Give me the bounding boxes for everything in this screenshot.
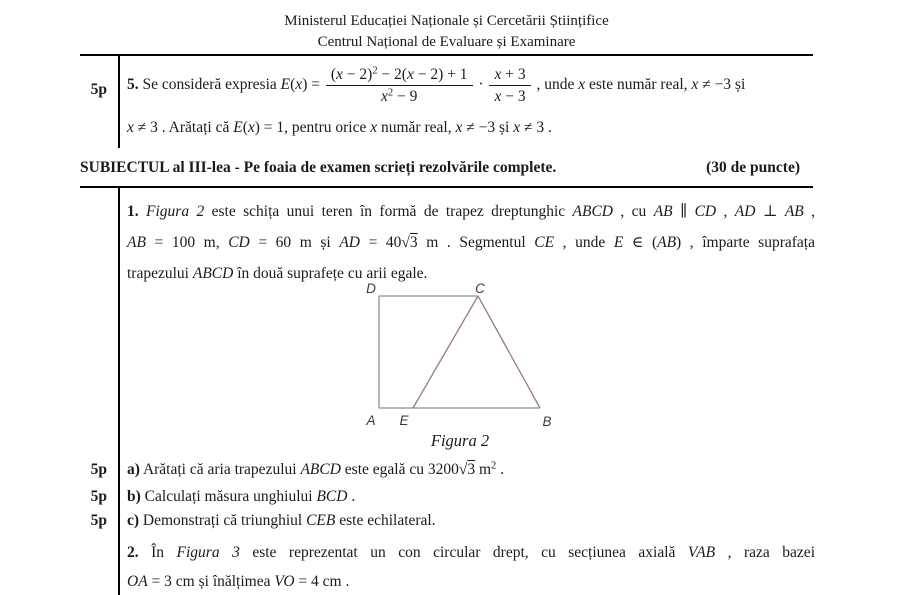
question-c-points-badge: 5p [90,512,107,529]
problem5-points-badge: 5p [90,81,107,98]
figure-label-A: A [366,413,376,428]
problem2-statement [127,538,815,595]
subject3-points-total: (30 de puncte) [706,159,800,176]
figure-2-caption: Figura 2 [430,431,490,450]
problem5-statement-line2: x ≠ 3 . Arătați că E(x) = 1, pentru orice x număr real, x ≠ −3 și x ≠ 3 . [127,119,552,136]
page-header [80,11,813,53]
subject-divider-rule [80,186,813,188]
problem2-line2: OA = 3 cm și înălțimea VO = 4 cm . [127,573,350,590]
figure-segment-CE [413,296,478,408]
figure-label-D: D [366,281,376,296]
figure-side-CB [478,296,540,408]
problem5-statement-line1: 5. Se consideră expresia E(x) = $\frac{(x - 2)^2 - 2(x - 2) + 1}{x^2 - 9}$ · $\frac{x + 3}{x - 3}$ , unde x este număr real, x ≠ −3 și [127,65,746,105]
question-a-points-badge: 5p [90,461,107,478]
subject3-heading-row [80,159,813,177]
points-column-rule-top [118,56,120,148]
problem1-statement [127,196,815,289]
figure-label-B: B [542,414,552,429]
question-b-points-badge: 5p [90,488,107,505]
header-divider-rule [80,54,813,56]
problem1-line1: 1. Figura 2 este schița unui teren în formă de trapez dreptunghic ABCD , cu AB ∥ CD , AD ⊥ AB , [127,203,816,220]
problem1-line2: AB = 100 m, CD = 60 m și AD = 40√3 m . Segmentul CE , unde E ∈ (AB) , împarte suprafața [127,234,815,251]
figure-label-C: C [475,281,485,296]
header-center-line: Centrul Național de Evaluare și Examinare [317,34,576,50]
header-ministry-line: Ministerul Educației Naționale și Cercetării Științifice [284,13,609,29]
points-column-rule-bottom [118,188,120,595]
problem1-line3: trapezului ABCD în două suprafețe cu arii egale. [127,265,428,282]
question-a-text: a) Arătați că aria trapezului ABCD este egală cu 3200√3 $m^2$ . [127,460,505,478]
figure-2-trapezoid-drawing [358,278,562,430]
problem2-line1: 2. În Figura 3 este reprezentat un con circular drept, cu secțiunea axială VAB , raza bazei [127,544,815,561]
figure-label-E: E [399,413,409,428]
question-b-text: b) Calculați măsura unghiului BCD . [127,488,356,505]
subject3-title: SUBIECTUL al III-lea - Pe foaia de examen scrieți rezolvările complete. [80,159,557,176]
question-c-text: c) Demonstrați că triunghiul CEB este echilateral. [127,512,436,529]
